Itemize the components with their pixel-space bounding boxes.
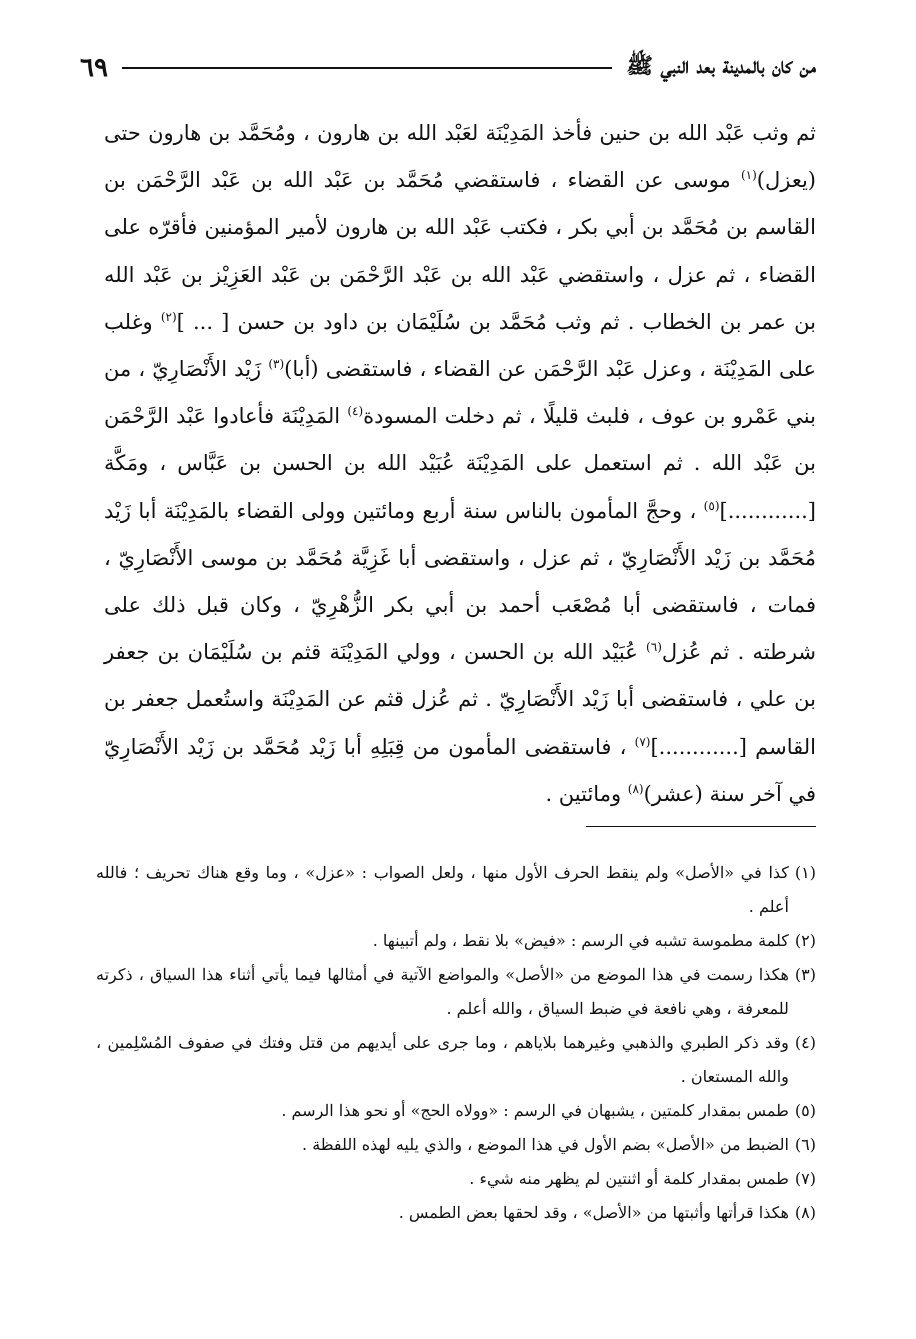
footnote-number: (٨) <box>794 1203 816 1222</box>
footnote-separator <box>586 826 816 827</box>
main-text <box>104 110 816 818</box>
footnote <box>96 1128 816 1162</box>
footnote-ref-2: (٢) <box>160 309 177 324</box>
footnote-text: هكذا رسمت في هذا الموضع من «الأصل» والمواضع الآتية في أمثالها فيما يأتي أثناء هذا السياق ، ذكرته للمعرفة ، وهي نافعة في ضبط السياق ، والله أعلم . <box>96 965 789 1018</box>
footnote <box>96 1196 816 1230</box>
footnote <box>96 1026 816 1094</box>
footnote <box>96 958 816 1026</box>
footnote-number: (١) <box>794 863 816 882</box>
footnotes <box>96 856 816 1230</box>
text-segment: زَيْد الأَنْصَارِيّ ، من بني عَمْرو بن عوف ، فلبث قليلًا ، ثم دخلت المسودة <box>104 357 816 429</box>
footnote-ref-3: (٣) <box>268 357 285 372</box>
footnote-text: طمس بمقدار كلمتين ، يشبهان في الرسم : «وولاه الحج» أو نحو هذا الرسم . <box>281 1101 789 1120</box>
footnote-text: كلمة مطموسة تشبه في الرسم : «فيض» بلا نقط ، ولم أتبينها . <box>372 931 789 950</box>
text-segment: موسى عن القضاء ، فاستقضي مُحَمَّد بن عَبْد الله بن عَبْد الرَّحْمَن بن القاسم بن مُحَمَّد بن أبي بكر ، فكتب عَبْد الله بن هارون لأمير المؤمنين فأقرّه على القضاء ، ثم عزل ، واستقضي عَبْد الله بن عَبْد الرَّحْمَن بن عَبْد العَزِيْز بن عَبْد الله بن عمر بن الخطاب . ثم وثب مُحَمَّد بن سُلَيْمَان بن داود بن حسن [ ... ] <box>104 168 816 334</box>
footnote-number: (٦) <box>794 1135 816 1154</box>
footnote-text: كذا في «الأصل» ولم ينقط الحرف الأول منها ، ولعل الصواب : «عزل» ، وما وقع هناك تحريف ؛ فالله أعلم . <box>96 863 789 916</box>
footnote-number: (٥) <box>794 1101 816 1120</box>
footnote-ref-6: (٦) <box>646 640 662 655</box>
footnote-number: (٤) <box>794 1033 816 1052</box>
footnote-ref-7: (٧) <box>634 734 651 749</box>
footnote <box>96 856 816 924</box>
footnote-ref-5: (٥) <box>703 498 720 513</box>
text-segment: ومائتين . <box>545 781 628 806</box>
text-segment: ، فاستقضى المأمون من قِبَلِهِ أبا زَيْد مُحَمَّد بن زَيْد الأَنْصَارِيّ في آخر سنة (عشر) <box>104 734 816 806</box>
text-segment: ، وحجَّ المأمون بالناس سنة أربع ومائتين وولى القضاء بالمَدِيْنَة أبا زَيْد مُحَمَّد بن زَيْد الأَنْصَارِيّ ، ثم عزل ، واستقضى أبا غَزِيَّة مُحَمَّد بن موسى الأَنْصَارِيّ ، فمات ، فاستقضى أبا مُصْعَب أحمد بن أبي بكر الزُّهْرِيّ ، وكان قبل ذلك على شرطته . ثم عُزل <box>104 498 817 665</box>
footnote-ref-8: (٨) <box>627 781 644 796</box>
footnote-ref-4: (٤) <box>347 404 364 419</box>
text-segment: عُبَيْد الله بن الحسن ، وولي المَدِيْنَة قثم بن سُلَيْمَان بن جعفر بن علي ، فاستقضى أبا زَيْد الأَنْصَارِيّ . ثم عُزل قثم عن المَدِيْنَة واستُعمل جعفر بن القاسم [............] <box>104 640 816 759</box>
page-header <box>80 48 816 88</box>
running-title: من كان بالمدينة بعد النبي ﷺ <box>626 53 816 79</box>
footnote-text: طمس بمقدار كلمة أو اثنتين لم يظهر منه شيء . <box>469 1169 789 1188</box>
footnote-number: (٧) <box>794 1169 816 1188</box>
footnote <box>96 924 816 958</box>
footnote-ref-1: (١) <box>740 168 757 183</box>
footnote <box>96 1094 816 1128</box>
footnote-text: هكذا قرأتها وأثبتها من «الأصل» ، وقد لحقها بعض الطمس . <box>398 1203 789 1222</box>
text-segment: المَدِيْنَة فأعادوا عَبْد الرَّحْمَن بن عَبْد الله . ثم استعمل على المَدِيْنَة عُبَيْد الله بن الحسن بن عَبَّاس ، ومَكَّة [............] <box>104 404 816 523</box>
header-rule <box>122 67 612 69</box>
page-number: ٦٩ <box>80 53 108 83</box>
footnote-text: وقد ذكر الطبري والذهبي وغيرهما بلاياهم ، وما جرى على أيديهم من قتل وفتك في صفوف المُسْلِمين ، والله المستعان . <box>96 1033 789 1086</box>
text-segment: ثم وثب عَبْد الله بن حنين فأخذ المَدِيْنَة لعَبْد الله بن هارون ، ومُحَمَّد بن هارون حتى (يعزل) <box>104 121 816 193</box>
footnote-number: (٣) <box>794 965 816 984</box>
footnote-text: الضبط من «الأصل» بضم الأول في هذا الموضع ، والذي يليه لهذه اللفظة . <box>302 1135 789 1154</box>
body-paragraph <box>104 110 816 818</box>
text-segment: وغلب على المَدِيْنَة ، وعزل عَبْد الرَّحْمَن عن القضاء ، فاستقضى (أبا) <box>104 309 816 382</box>
footnote-number: (٢) <box>794 931 816 950</box>
footnote <box>96 1162 816 1196</box>
